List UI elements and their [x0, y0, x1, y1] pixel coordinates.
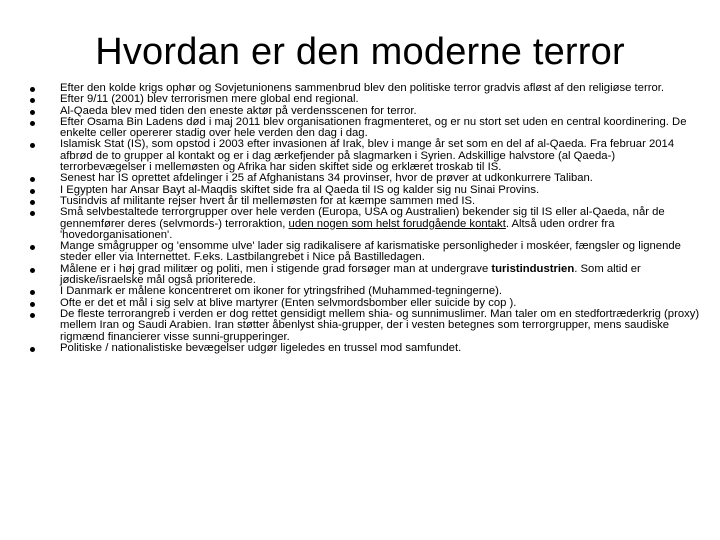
bullet-item — [30, 139, 700, 173]
bullet-list — [30, 83, 700, 354]
bullet-text: Små selvbestaltede terrorgrupper over hele verden (Europa, USA og Australien) bekender sig til IS eller al-Qaeda, når de gennemfører deres (selvmords-) terroraktion, — [60, 206, 665, 230]
bullet-item — [30, 343, 700, 354]
bullet-item — [30, 241, 700, 264]
bullet-dot-icon — [30, 347, 35, 352]
bullet-dot-icon — [30, 200, 35, 205]
bullet-dot-icon — [30, 177, 35, 182]
bullet-item — [30, 309, 700, 343]
bullet-dot-icon — [30, 87, 35, 92]
bullet-text: I Egypten har Ansar Bayt al-Maqdis skiftet side fra al Qaeda til IS og kalder sig nu Sinai Provins. — [60, 183, 540, 196]
bullet-dot-icon — [30, 245, 35, 250]
bullet-text: Efter 9/11 (2001) blev terrorismen mere global end regional. — [60, 93, 359, 106]
bullet-text: Målene er i høj grad militær og politi, men i stigende grad forsøger man at undergrave — [60, 262, 492, 275]
bullet-dot-icon — [30, 98, 35, 103]
bullet-text: De fleste terrorangreb i verden er dog rettet gensidigt mellem shia- og sunnimuslimer. Man taler om en stedfortræderkrig (proxy) mellem Iran og Saudi Arabien. Iran støtter åbenlyst shia-grupper, der i vesten betegnes som terrorgrupper, mens saudiske rigmænd financierer visse sunni-grupperinger. — [60, 307, 700, 343]
bullet-text: Al-Qaeda blev med tiden den eneste aktør på verdensscenen for terror. — [60, 104, 417, 117]
bullet-text: Politiske / nationalistiske bevægelser udgør ligeledes en trussel mod samfundet. — [60, 341, 462, 354]
bullet-text: . Som altid er jødiske/israelske mål også prioriterede. — [60, 262, 641, 287]
bullet-item — [30, 207, 700, 241]
bullet-dot-icon — [30, 290, 35, 295]
bullet-item — [30, 264, 700, 287]
bullet-dot-icon — [30, 302, 35, 307]
bullet-dot-icon — [30, 313, 35, 318]
bullet-dot-icon — [30, 189, 35, 194]
bullet-text: Senest har IS oprettet afdelinger i 25 af Afghanistans 34 provinser, hvor de prøver at udkonkurrere Taliban. — [60, 172, 593, 185]
bullet-item — [30, 117, 700, 140]
bullet-text: I Danmark er målene koncentreret om ikoner for ytringsfrihed (Muhammed-tegningerne). — [60, 285, 503, 298]
bullet-dot-icon — [30, 268, 35, 273]
bullet-dot-icon — [30, 110, 35, 115]
bullet-text: Mange smågrupper og 'ensomme ulve' lader sig radikalisere af karismatiske personligheder i moskéer, fængsler og lignende steder eller via Internettet. F.eks. Lastbilangrebet i Nice på Bastilledagen. — [60, 240, 681, 264]
slide-title: Hvordan er den moderne terror — [95, 31, 625, 73]
bullet-text: Ofte er det et mål i sig selv at blive martyrer (Enten selvmordsbomber eller suicide by cop ). — [60, 296, 517, 309]
underlined-text: uden nogen som helst forudgående kontakt — [288, 217, 506, 230]
bullet-dot-icon — [30, 121, 35, 126]
bullet-text: . Altså uden ordrer fra 'hovedorganisationen'. — [60, 217, 615, 241]
bullet-text: Efter Osama Bin Ladens død i maj 2011 blev organisationen fragmenteret, og er nu stort set uden en central koordinering. De enkelte celler opererer stadig over hele verden den dag i dag. — [60, 115, 687, 140]
bullet-text: Tusindvis af militante rejser hvert år til mellemøsten for at kæmpe sammen med IS. — [60, 194, 476, 207]
bold-text: turistindustrien — [491, 262, 575, 275]
bullet-dot-icon — [30, 211, 35, 216]
bullet-text: Efter den kolde krigs ophør og Sovjetunionens sammenbrud blev den politiske terror gradvis afløst af den religiøse terror. — [60, 82, 665, 94]
bullet-dot-icon — [30, 143, 35, 148]
bullet-text: Islamisk Stat (IS), som opstod i 2003 efter invasionen af Irak, blev i mange år set som en del af al-Qaeda. Fra februar 2014 afbrød de to grupper al kontakt og er i dag ærkefjender på slagmarken i Syrien. Adskillige halvstore (al Qaeda-) terrorbevægelser i mellemøsten og Afrika har siden skiftet side og erklæret troskab til IS. — [60, 138, 675, 174]
